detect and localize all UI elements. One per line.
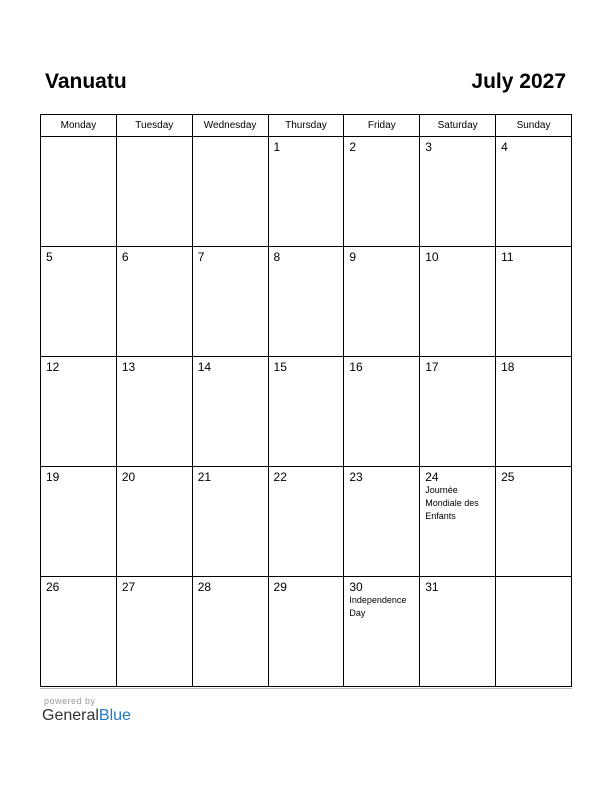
- day-number: 7: [197, 250, 205, 264]
- day-cell: [116, 357, 192, 467]
- day-number: 22: [273, 470, 287, 484]
- day-number: 15: [273, 360, 287, 374]
- day-cell: [116, 577, 192, 687]
- day-number: 24: [425, 470, 439, 484]
- day-number: 19: [46, 470, 60, 484]
- calendar-grid: [40, 114, 572, 687]
- week-row: [41, 467, 572, 577]
- day-cell: [41, 247, 117, 357]
- day-number: 5: [46, 250, 53, 264]
- holiday-label: Journée Mondiale des Enfants: [425, 485, 479, 521]
- day-cell: [268, 467, 344, 577]
- day-cell: [268, 357, 344, 467]
- day-cell: [496, 247, 572, 357]
- day-cell: [116, 467, 192, 577]
- generalblue-logo[interactable]: [42, 707, 131, 725]
- day-number: 17: [425, 360, 439, 374]
- day-cell: [41, 467, 117, 577]
- day-number: 26: [46, 580, 60, 594]
- day-number: 18: [501, 360, 515, 374]
- day-cell: [192, 467, 268, 577]
- week-row: [41, 577, 572, 687]
- weekday-monday: Monday: [41, 115, 117, 137]
- day-number: 27: [121, 580, 136, 594]
- day-number: 12: [46, 360, 60, 374]
- day-cell: [41, 357, 117, 467]
- day-number: 1: [273, 140, 281, 154]
- footer-divider: [40, 688, 572, 689]
- calendar-header: [40, 70, 572, 100]
- day-cell: [420, 577, 496, 687]
- day-cell: [420, 467, 496, 577]
- weekday-header-row: [41, 115, 572, 137]
- weekday-tuesday: Tuesday: [116, 115, 192, 137]
- day-cell: [268, 577, 344, 687]
- day-cell: [496, 137, 572, 247]
- day-number: 25: [501, 470, 515, 484]
- day-cell: [344, 247, 420, 357]
- day-cell: [41, 137, 117, 247]
- day-cell: [344, 137, 420, 247]
- day-cell: [116, 247, 192, 357]
- week-row: [41, 247, 572, 357]
- day-cell: [268, 247, 344, 357]
- logo-general-text: General: [42, 707, 99, 724]
- logo-blue-text: Blue: [98, 707, 131, 724]
- day-cell: [420, 137, 496, 247]
- day-number: 13: [121, 360, 136, 374]
- day-cell: [268, 137, 344, 247]
- day-number: 2: [349, 140, 357, 154]
- day-cell: [116, 137, 192, 247]
- day-number: 28: [197, 580, 212, 594]
- day-cell: [420, 247, 496, 357]
- day-cell: [344, 467, 420, 577]
- day-cell: [192, 247, 268, 357]
- day-number: 23: [349, 470, 363, 484]
- day-cell: [192, 357, 268, 467]
- day-cell: [496, 357, 572, 467]
- weekday-thursday: Thursday: [268, 115, 344, 137]
- weekday-sunday: Sunday: [496, 115, 572, 137]
- month-title: July 2027: [471, 70, 566, 93]
- day-cell: [496, 467, 572, 577]
- day-number: 8: [273, 250, 281, 264]
- day-number: [496, 577, 571, 581]
- day-number: 10: [425, 250, 439, 264]
- day-number: 21: [197, 470, 212, 484]
- day-number: 11: [501, 250, 514, 264]
- day-number: 20: [121, 470, 136, 484]
- day-number: [117, 137, 192, 141]
- weekday-wednesday: Wednesday: [192, 115, 268, 137]
- week-row: [41, 357, 572, 467]
- day-cell: [420, 357, 496, 467]
- weekday-saturday: Saturday: [420, 115, 496, 137]
- day-number: 29: [273, 580, 287, 594]
- weekday-friday: Friday: [344, 115, 420, 137]
- day-number: 3: [425, 140, 432, 154]
- day-number: [193, 137, 268, 141]
- day-cell: [41, 577, 117, 687]
- powered-by-text: powered by: [44, 696, 96, 706]
- week-row: [41, 137, 572, 247]
- day-number: 14: [197, 360, 212, 374]
- day-number: 31: [425, 580, 439, 594]
- day-cell: [192, 137, 268, 247]
- day-number: 30: [349, 580, 363, 594]
- day-cell: [192, 577, 268, 687]
- day-number: 6: [121, 250, 129, 264]
- day-number: [41, 137, 116, 141]
- day-cell: [344, 357, 420, 467]
- day-cell: [496, 577, 572, 687]
- day-number: 9: [349, 250, 357, 264]
- day-number: 4: [501, 140, 508, 154]
- holiday-label: Independence Day: [349, 595, 407, 618]
- country-title: Vanuatu: [45, 70, 127, 93]
- footer: [40, 688, 572, 724]
- day-number: 16: [349, 360, 363, 374]
- day-cell: [344, 577, 420, 687]
